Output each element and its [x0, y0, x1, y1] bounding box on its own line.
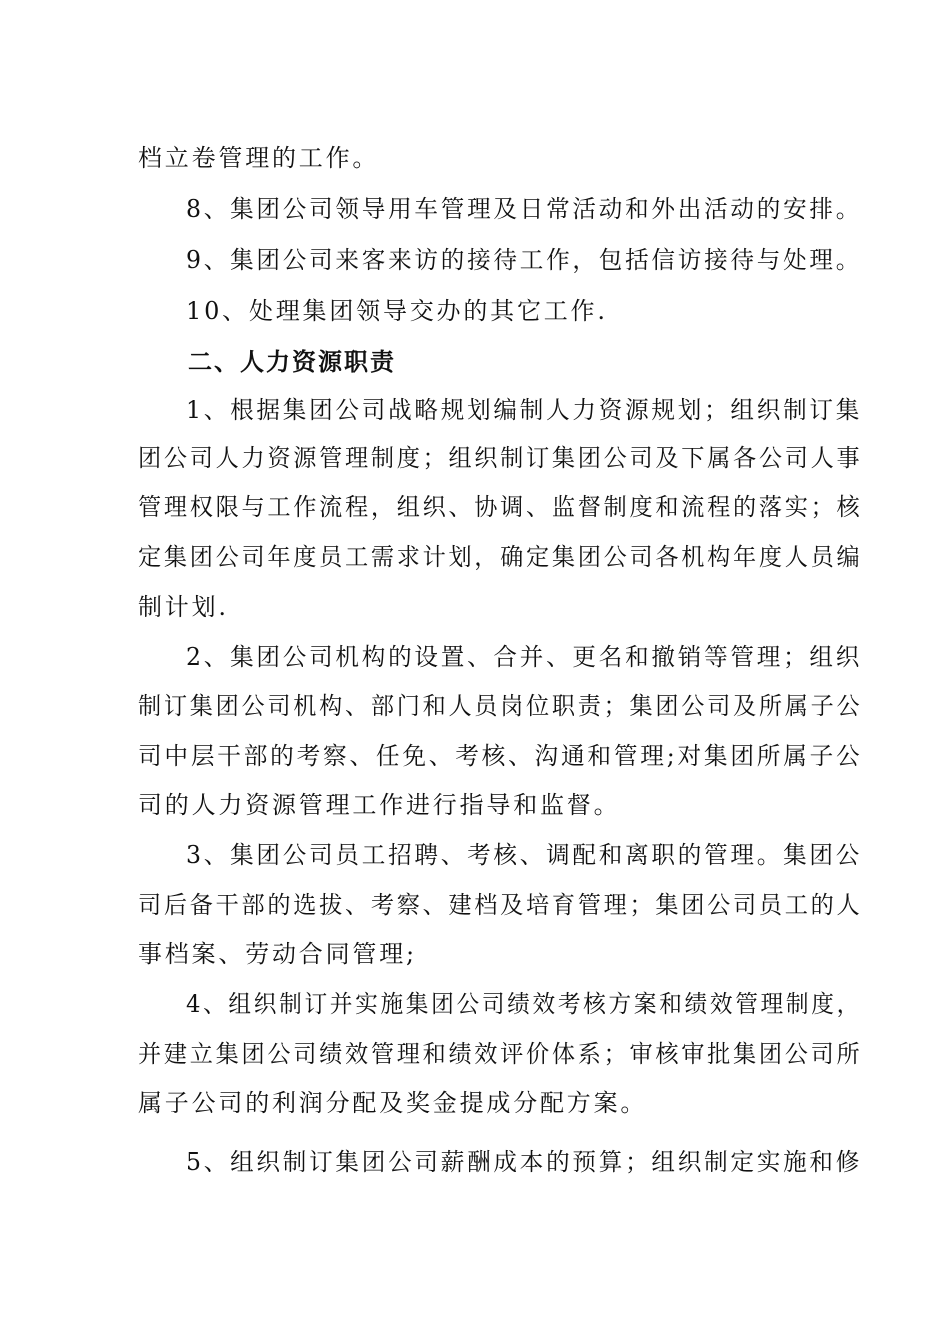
paragraph-line: 制订集团公司机构、部门和人员岗位职责；集团公司及所属子公 [138, 692, 863, 720]
paragraph-line: 10、处理集团领导交办的其它工作. [186, 297, 608, 325]
paragraph-line: 司中层干部的考察、任免、考核、沟通和管理;对集团所属子公 [138, 742, 863, 770]
paragraph-line: 属子公司的利润分配及奖金提成分配方案。 [138, 1089, 648, 1117]
paragraph-line: 司的人力资源管理工作进行指导和监督。 [138, 791, 621, 819]
paragraph-line: 3、集团公司员工招聘、考核、调配和离职的管理。集团公 [186, 841, 863, 869]
paragraph-line: 事档案、劳动合同管理; [138, 940, 417, 968]
paragraph-line: 定集团公司年度员工需求计划，确定集团公司各机构年度人员编 [138, 543, 863, 571]
paragraph-line: 2、集团公司机构的设置、合并、更名和撤销等管理；组织 [186, 643, 863, 671]
paragraph-line: 5、组织制订集团公司薪酬成本的预算；组织制定实施和修 [186, 1148, 863, 1176]
paragraph-line: 档立卷管理的工作。 [138, 144, 380, 172]
paragraph-line: 9、集团公司来客来访的接待工作，包括信访接待与处理。 [186, 246, 863, 274]
paragraph-line: 管理权限与工作流程，组织、协调、监督制度和流程的落实；核 [138, 493, 863, 521]
paragraph-line: 8、集团公司领导用车管理及日常活动和外出活动的安排。 [186, 195, 863, 223]
paragraph-line: 司后备干部的选拔、考察、建档及培育管理；集团公司员工的人 [138, 891, 863, 919]
paragraph-line: 4、组织制订并实施集团公司绩效考核方案和绩效管理制度， [186, 990, 862, 1018]
paragraph-line: 制计划. [138, 593, 229, 621]
paragraph-line: 并建立集团公司绩效管理和绩效评价体系；审核审批集团公司所 [138, 1040, 863, 1068]
section-heading: 二、人力资源职责 [188, 348, 396, 376]
paragraph-line: 团公司人力资源管理制度；组织制订集团公司及下属各公司人事 [138, 444, 863, 472]
paragraph-line: 1、根据集团公司战略规划编制人力资源规划；组织制订集 [186, 396, 863, 424]
